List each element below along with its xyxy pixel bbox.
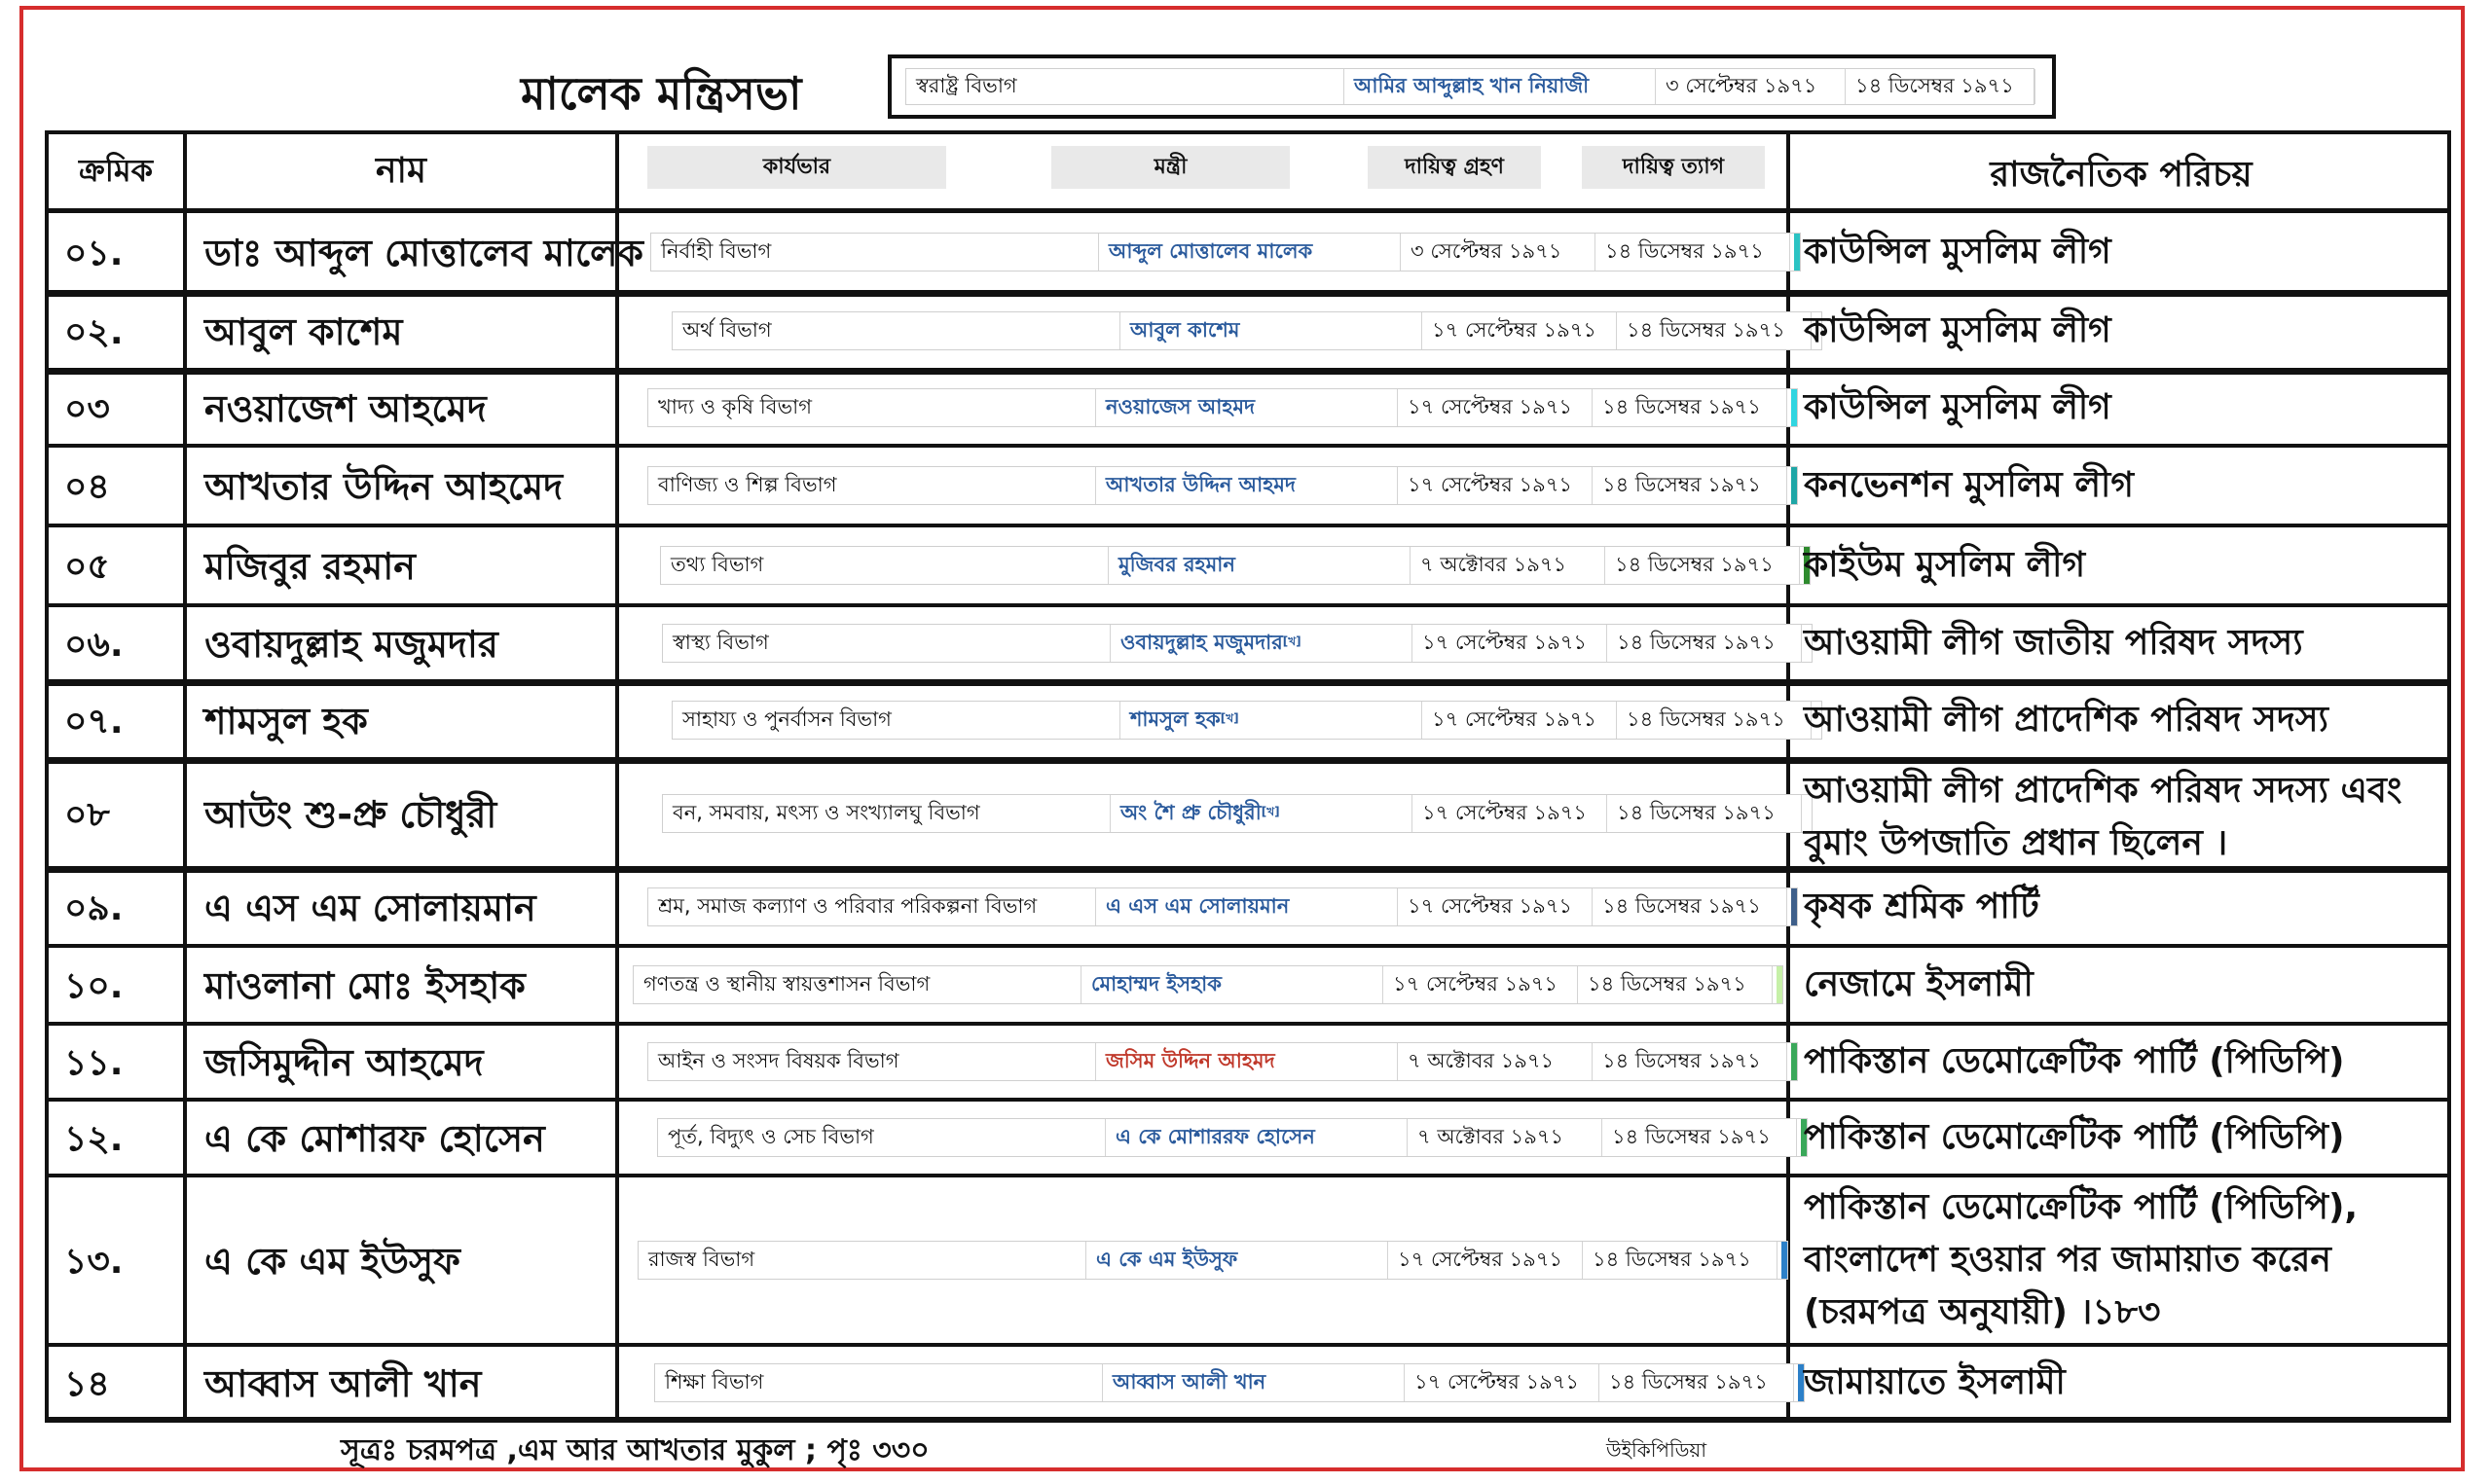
row-start-date: ১৭ সেপ্টেম্বর ১৯৭১ xyxy=(1422,312,1617,349)
row-minister-link[interactable] xyxy=(1111,795,1412,832)
row-minister-link[interactable] xyxy=(1120,312,1422,349)
row-minister-link[interactable] xyxy=(1106,1119,1408,1156)
top-row-department: স্বরাষ্ট্র বিভাগ xyxy=(906,69,1344,104)
row-serial: ১৩. xyxy=(64,1242,124,1282)
top-row-start: ৩ সেপ্টেম্বর ১৯৭১ xyxy=(1656,69,1846,104)
row-minister-link[interactable] xyxy=(1096,888,1398,925)
top-row-strip xyxy=(905,68,2034,105)
row-end-date: ১৪ ডিসেম্বর ১৯৭১ xyxy=(1607,625,1802,662)
minister-strip xyxy=(657,1118,1808,1157)
row-minister-link[interactable] xyxy=(1096,389,1398,426)
minister-name[interactable]: আব্দুল মোত্তালেব মালেক xyxy=(1109,238,1313,263)
row-end-date: ১৪ ডিসেম্বর ১৯৭১ xyxy=(1583,1242,1777,1279)
row-start-date: ৭ অক্টোবর ১৯৭১ xyxy=(1408,1119,1602,1156)
row-department: পূর্ত, বিদ্যুৎ ও সেচ বিভাগ xyxy=(658,1119,1106,1156)
row-divider xyxy=(45,1343,2451,1347)
row-start-date: ১৭ সেপ্টেম্বর ১৯৭১ xyxy=(1388,1242,1583,1279)
footnote-marker[interactable]: [খ] xyxy=(1261,805,1280,818)
row-department: বাণিজ্য ও শিল্প বিভাগ xyxy=(648,467,1096,504)
row-serial: ০৪ xyxy=(64,467,110,507)
row-divider xyxy=(45,1022,2451,1026)
minister-name[interactable]: মোহাম্মদ ইসহাক xyxy=(1091,971,1222,995)
header-political: রাজনৈতিক পরিচয় xyxy=(1990,155,2253,195)
col-divider-name xyxy=(615,130,619,1421)
row-political-affiliation: কাউন্সিল মুসলিম লীগ xyxy=(1804,310,2111,350)
minister-strip xyxy=(672,311,1822,350)
party-color-bar xyxy=(1791,888,1797,925)
minister-strip xyxy=(672,701,1822,740)
header-charge: কার্যভার xyxy=(647,146,946,189)
row-end-date: ১৪ ডিসেম্বর ১৯৭১ xyxy=(1593,467,1787,504)
row-department: শ্রম, সমাজ কল্যাণ ও পরিবার পরিকল্পনা বিভাগ xyxy=(648,888,1096,925)
minister-strip xyxy=(647,466,1798,505)
header-assumed: দায়িত্ব গ্রহণ xyxy=(1368,146,1541,189)
row-political-affiliation: কৃষক শ্রমিক পার্টি xyxy=(1804,887,2039,926)
minister-name[interactable]: আব্বাস আলী খান xyxy=(1113,1369,1266,1394)
minister-strip xyxy=(647,388,1798,427)
minister-name[interactable]: শামসুল হক xyxy=(1130,706,1221,731)
row-department: রাজস্ব বিভাগ xyxy=(639,1242,1086,1279)
row-department: স্বাস্থ্য বিভাগ xyxy=(663,625,1111,662)
row-start-date: ১৭ সেপ্টেম্বর ১৯৭১ xyxy=(1422,702,1617,739)
row-department: অর্থ বিভাগ xyxy=(673,312,1120,349)
row-serial: ০৮ xyxy=(64,795,110,835)
row-serial: ১১. xyxy=(64,1043,124,1083)
row-start-date: ১৭ সেপ্টেম্বর ১৯৭১ xyxy=(1383,966,1578,1003)
wikipedia-credit: উইকিপিডিয়া xyxy=(1606,1438,1707,1462)
row-serial: ০১. xyxy=(64,234,124,273)
minister-strip xyxy=(633,965,1783,1004)
row-department: তথ্য বিভাগ xyxy=(661,547,1109,584)
header-serial: ক্রমিক xyxy=(78,152,154,189)
row-end-date: ১৪ ডিসেম্বর ১৯৭১ xyxy=(1602,1119,1797,1156)
row-minister-link[interactable] xyxy=(1099,234,1401,271)
row-end-date: ১৪ ডিসেম্বর ১৯৭১ xyxy=(1617,702,1812,739)
row-minister-link[interactable] xyxy=(1081,966,1383,1003)
minister-strip xyxy=(647,887,1798,926)
minister-name[interactable]: ওবায়দুল্লাহ মজুমদার xyxy=(1120,630,1283,654)
minister-name[interactable]: আবুল কাশেম xyxy=(1130,317,1240,342)
row-name: এ কে এম ইউসুফ xyxy=(204,1240,460,1283)
row-minister-link[interactable] xyxy=(1103,1364,1405,1401)
row-department: গণতন্ত্র ও স্থানীয় স্বায়ত্তশাসন বিভাগ xyxy=(634,966,1081,1003)
row-minister-link[interactable] xyxy=(1120,702,1422,739)
row-divider xyxy=(45,1174,2451,1177)
row-serial: ০৩ xyxy=(64,389,110,429)
row-serial: ১২. xyxy=(64,1119,124,1159)
row-end-date: ১৪ ডিসেম্বর ১৯৭১ xyxy=(1593,888,1787,925)
row-start-date: ১৭ সেপ্টেম্বর ১৯৭১ xyxy=(1398,888,1593,925)
row-name: আব্বাস আলী খান xyxy=(204,1362,482,1405)
minister-strip xyxy=(647,1042,1798,1081)
row-start-date: ১৭ সেপ্টেম্বর ১৯৭১ xyxy=(1405,1364,1599,1401)
row-end-date: ১৪ ডিসেম্বর ১৯৭১ xyxy=(1593,1043,1787,1080)
row-name: এ এস এম সোলায়মান xyxy=(204,887,536,929)
row-end-date: ১৪ ডিসেম্বর ১৯৭১ xyxy=(1617,312,1812,349)
row-divider xyxy=(45,1419,2451,1423)
row-minister-link[interactable] xyxy=(1086,1242,1388,1279)
row-divider xyxy=(45,679,2451,686)
footnote-marker[interactable]: [খ] xyxy=(1220,711,1239,725)
party-color-bar xyxy=(1791,389,1797,426)
minister-name[interactable]: আখতার উদ্দিন আহমদ xyxy=(1106,472,1296,496)
row-end-date: ১৪ ডিসেম্বর ১৯৭১ xyxy=(1599,1364,1794,1401)
row-divider xyxy=(45,1098,2451,1102)
row-serial: ০৫ xyxy=(64,547,110,587)
party-color-bar xyxy=(1791,1043,1797,1080)
row-political-affiliation: আওয়ামী লীগ প্রাদেশিক পরিষদ সদস্য এবং বুমাং উপজাতি প্রধান ছিলেন । xyxy=(1804,771,2402,863)
row-political-affiliation: নেজামে ইসলামী xyxy=(1804,964,2034,1004)
row-divider xyxy=(45,290,2451,297)
row-minister-link[interactable] xyxy=(1111,625,1412,662)
row-start-date: ১৭ সেপ্টেম্বর ১৯৭১ xyxy=(1412,795,1607,832)
minister-strip xyxy=(654,1363,1805,1402)
row-end-date: ১৪ ডিসেম্বর ১৯৭১ xyxy=(1595,234,1790,271)
row-name: ডাঃ আব্দুল মোত্তালেব মালেক xyxy=(204,232,644,274)
row-name: আউং শু-প্রু চৌধুরী xyxy=(204,793,497,836)
row-name: আবুল কাশেম xyxy=(204,310,403,353)
row-name: ওবায়দুল্লাহ মজুমদার xyxy=(204,623,498,666)
top-row-end: ১৪ ডিসেম্বর ১৯৭১ xyxy=(1846,69,2035,104)
minister-name[interactable]: এ এস এম সোলায়মান xyxy=(1106,893,1290,918)
minister-strip xyxy=(662,794,1813,833)
source-note: সূত্রঃ চরমপত্র ,এম আর আখতার মুকুল ; পৃঃ ৩৩০ xyxy=(341,1433,930,1467)
top-row-minister[interactable]: আমির আব্দুল্লাহ খান নিয়াজী xyxy=(1344,69,1656,104)
row-end-date: ১৪ ডিসেম্বর ১৯৭১ xyxy=(1578,966,1773,1003)
row-divider xyxy=(45,944,2451,948)
minister-strip xyxy=(662,624,1813,663)
row-name: মজিবুর রহমান xyxy=(204,545,416,588)
top-row-box xyxy=(888,54,2056,119)
row-divider xyxy=(45,524,2451,527)
row-department: আইন ও সংসদ বিষয়ক বিভাগ xyxy=(648,1043,1096,1080)
row-divider xyxy=(45,603,2451,607)
row-name: এ কে মোশারফ হোসেন xyxy=(204,1117,545,1160)
row-serial: ১৪ xyxy=(64,1364,110,1404)
row-start-date: ৭ অক্টোবর ১৯৭১ xyxy=(1398,1043,1593,1080)
row-end-date: ১৪ ডিসেম্বর ১৯৭১ xyxy=(1593,389,1787,426)
footnote-marker[interactable]: [খ] xyxy=(1282,634,1301,648)
header-minister: মন্ত্রী xyxy=(1051,146,1290,189)
row-serial: ০২. xyxy=(64,312,124,352)
minister-name[interactable]: জসিম উদ্দিন আহমদ xyxy=(1106,1048,1275,1072)
row-start-date: ৩ সেপ্টেম্বর ১৯৭১ xyxy=(1401,234,1595,271)
row-minister-link[interactable] xyxy=(1109,547,1411,584)
header-name: নাম xyxy=(376,151,426,191)
row-political-affiliation: আওয়ামী লীগ জাতীয় পরিষদ সদস্য xyxy=(1804,623,2303,663)
header-relinquished: দায়িত্ব ত্যাগ xyxy=(1582,146,1765,189)
minister-name[interactable]: নওয়াজেস আহমদ xyxy=(1106,394,1256,418)
row-name: আখতার উদ্দিন আহমেদ xyxy=(204,465,564,508)
row-serial: ০৯. xyxy=(64,888,124,928)
party-color-bar xyxy=(1791,467,1797,504)
row-political-affiliation: আওয়ামী লীগ প্রাদেশিক পরিষদ সদস্য xyxy=(1804,700,2328,740)
party-color-bar xyxy=(1777,966,1782,1003)
row-start-date: ৭ অক্টোবর ১৯৭১ xyxy=(1411,547,1605,584)
row-name: শামসুল হক xyxy=(204,700,368,742)
minister-name[interactable]: এ কে মোশাররফ হোসেন xyxy=(1116,1124,1315,1148)
row-political-affiliation: কাইউম মুসলিম লীগ xyxy=(1804,545,2086,585)
row-political-affiliation: কাউন্সিল মুসলিম লীগ xyxy=(1804,387,2111,427)
row-divider xyxy=(45,757,2451,764)
minister-strip xyxy=(638,1241,1788,1280)
row-department: শিক্ষা বিভাগ xyxy=(655,1364,1103,1401)
row-serial: ১০. xyxy=(64,966,124,1006)
minister-name[interactable]: অং শৈ প্রু চৌধুরী xyxy=(1120,800,1262,824)
row-start-date: ১৭ সেপ্টেম্বর ১৯৭১ xyxy=(1398,467,1593,504)
col-divider-serial xyxy=(183,130,187,1421)
row-name: নওয়াজেশ আহমেদ xyxy=(204,387,487,430)
row-name: জসিমুদ্দীন আহমেদ xyxy=(204,1041,484,1084)
row-political-affiliation: জামায়াতে ইসলামী xyxy=(1804,1362,2066,1402)
row-political-affiliation: পাকিস্তান ডেমোক্রেটিক পার্টি (পিডিপি) xyxy=(1804,1041,2345,1081)
row-serial: ০৬. xyxy=(64,625,124,665)
row-political-affiliation: পাকিস্তান ডেমোক্রেটিক পার্টি (পিডিপি) xyxy=(1804,1117,2345,1157)
minister-strip xyxy=(660,546,1811,585)
party-color-bar xyxy=(1781,1242,1787,1279)
page-title: মালেক মন্ত্রিসভা xyxy=(521,67,802,120)
row-political-affiliation: কনভেনশন মুসলিম লীগ xyxy=(1804,465,2134,505)
row-start-date: ১৭ সেপ্টেম্বর ১৯৭১ xyxy=(1398,389,1593,426)
row-divider xyxy=(45,444,2451,448)
minister-name[interactable]: এ কে এম ইউসুফ xyxy=(1096,1247,1238,1271)
minister-strip xyxy=(650,233,1801,271)
row-divider xyxy=(45,368,2451,375)
row-political-affiliation: কাউন্সিল মুসলিম লীগ xyxy=(1804,232,2111,271)
row-political-affiliation: পাকিস্তান ডেমোক্রেটিক পার্টি (পিডিপি), বাংলাদেশ হওয়ার পর জামায়াত করেন (চরমপত্র অনুযায়ী) ।১৮৩ xyxy=(1804,1187,2359,1332)
row-department: বন, সমবায়, মৎস্য ও সংখ্যালঘু বিভাগ xyxy=(663,795,1111,832)
row-minister-link[interactable] xyxy=(1096,1043,1398,1080)
row-minister-link[interactable] xyxy=(1096,467,1398,504)
row-name: মাওলানা মোঃ ইসহাক xyxy=(204,964,526,1007)
row-department: সাহায্য ও পুনর্বাসন বিভাগ xyxy=(673,702,1120,739)
minister-name[interactable]: মুজিবর রহমান xyxy=(1118,552,1235,576)
row-department: নির্বাহী বিভাগ xyxy=(651,234,1099,271)
row-department: খাদ্য ও কৃষি বিভাগ xyxy=(648,389,1096,426)
row-end-date: ১৪ ডিসেম্বর ১৯৭১ xyxy=(1605,547,1800,584)
row-end-date: ১৪ ডিসেম্বর ১৯৭১ xyxy=(1607,795,1802,832)
party-color-bar xyxy=(1794,234,1800,271)
row-start-date: ১৭ সেপ্টেম্বর ১৯৭১ xyxy=(1412,625,1607,662)
row-serial: ০৭. xyxy=(64,702,124,742)
header-row-divider xyxy=(45,208,2451,213)
